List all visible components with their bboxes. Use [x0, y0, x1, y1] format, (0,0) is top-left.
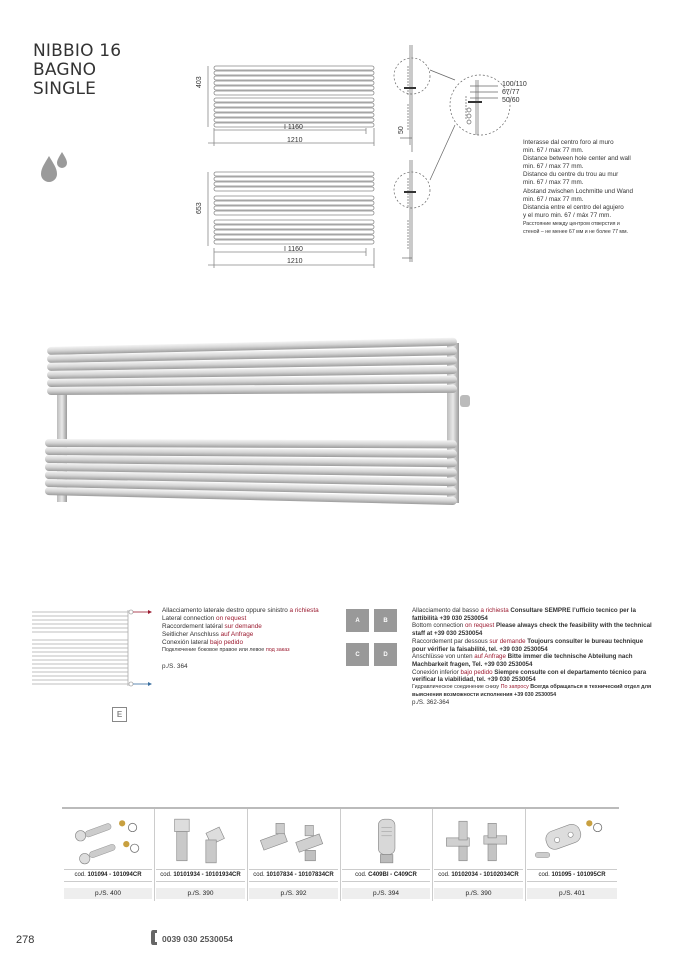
- side-it: Allacciamento laterale destro oppure sinistro: [162, 607, 288, 614]
- accessory-code: [434, 869, 523, 882]
- thermostatic-valve-image: [158, 815, 241, 867]
- bottom-es: Conexión inferior: [412, 668, 459, 676]
- side-es-red: bajo pedido: [209, 638, 244, 646]
- code-prefix: cod.: [355, 872, 367, 878]
- side-de: Seitlicher Anschluss: [162, 630, 219, 638]
- cover-plate-image: [529, 815, 612, 867]
- accessory-cell: [525, 809, 619, 901]
- bottom-outer-width: 1210: [287, 258, 303, 265]
- spec-fr-2: min. 67 / max 77 mm.: [523, 179, 584, 187]
- title-line-2: BAGNO: [33, 60, 97, 80]
- bottom-connection-text: [412, 607, 652, 707]
- bottom-ru: Гидравлическое соединение снизу: [412, 684, 500, 691]
- accessory-code: [249, 869, 338, 882]
- top-outer-width: 1210: [287, 137, 303, 144]
- accessory-code: [156, 869, 245, 882]
- bottom-fr: Raccordement par dessous: [412, 637, 488, 645]
- radiator-product-image: [35, 335, 485, 505]
- spec-ru-1: Расстояние между центром отверстия и: [523, 220, 620, 227]
- spec-de-2: min. 67 / max 77 mm.: [523, 195, 584, 203]
- spec-fr-1: Distance du centre du trou au mur: [523, 171, 619, 179]
- spec-text: [523, 139, 673, 236]
- bottom-inner-width: I 1160: [284, 246, 303, 253]
- side-it-red: a richiesta: [289, 607, 319, 614]
- side-ru-red: под заказ: [265, 646, 290, 653]
- footer-phone: 0039 030 2530054: [162, 934, 233, 944]
- code-value: 10107834 - 10107834CR: [266, 872, 334, 878]
- code-prefix: cod.: [538, 872, 550, 878]
- connection-box-c: C: [346, 643, 369, 666]
- bottom-de-bold: Bitte immer die technische Abteilung nach Machbarkeit fragen, Tel. +39 030 2530054: [412, 653, 633, 668]
- side-connection-box-label: E: [112, 707, 127, 722]
- connection-box-d: D: [374, 643, 397, 666]
- code-prefix: cod.: [253, 872, 265, 878]
- bottom-it-bold: Consultare SEMPRE l’ufficio tecnico per la fattibilità +39 030 2530054: [412, 607, 636, 622]
- accessory-code: [527, 869, 617, 882]
- detail-dim-3: 50/60: [502, 97, 520, 104]
- accessories-table: [62, 807, 619, 901]
- code-value: 101094 - 101094CR: [87, 872, 142, 878]
- side-es: Conexión lateral: [162, 638, 209, 646]
- side-fr: Raccordement latéral: [162, 622, 223, 630]
- title-line-3: SINGLE: [33, 79, 97, 99]
- title-line-1: NIBBIO 16: [33, 41, 122, 61]
- bottom-es-red: bajo pedido: [460, 668, 493, 676]
- accessory-page: p./S. 390: [434, 888, 523, 899]
- spec-en-2: min. 67 / max 77 mm.: [523, 163, 584, 171]
- spec-ru-2: стеной – не менее 67 мм и не более 77 мм.: [523, 229, 629, 236]
- side-fr-red: sur demande: [224, 622, 262, 630]
- accessory-cell: [432, 809, 526, 901]
- valve-kit-image: [66, 815, 149, 867]
- phone-icon: [150, 929, 160, 946]
- thermostatic-head-image: [344, 815, 427, 867]
- top-height-dim: 403: [196, 76, 203, 88]
- side-connection-text: [162, 607, 332, 671]
- accessory-page: p./S. 392: [249, 888, 338, 899]
- bottom-en-red: on request: [464, 622, 495, 630]
- accessory-code: [64, 869, 152, 882]
- bottom-it-red: a richiesta: [480, 607, 509, 614]
- accessory-code: [342, 869, 430, 882]
- code-prefix: cod.: [74, 872, 86, 878]
- side-ru: Подключение боковое правое или левое: [162, 646, 265, 653]
- accessory-page: p./S. 394: [342, 888, 430, 899]
- accessory-page: p./S. 401: [527, 888, 617, 899]
- bottom-ref: p./S. 362-364: [412, 699, 450, 707]
- side-connection-diagram: [30, 606, 155, 696]
- accessory-page: p./S. 390: [156, 888, 245, 899]
- code-value: 10102034 - 10102034CR: [451, 872, 519, 878]
- spec-de-1: Abstand zwischen Lochmitte und Wand: [523, 187, 634, 195]
- code-value: 101095 - 101095CR: [551, 872, 606, 878]
- spec-es-1: Distancia entre el centro del agujero: [523, 203, 624, 211]
- code-prefix: cod.: [160, 872, 172, 878]
- connection-box-b: B: [374, 609, 397, 632]
- detail-dim-1: 100/110: [502, 81, 527, 88]
- bottom-en-bold: Please always check the feasibility with the technical staff at +39 030 2530054: [412, 622, 652, 638]
- detail-dim-bottom: 50: [398, 126, 405, 134]
- connection-box-a: A: [346, 609, 369, 632]
- bottom-de-red: auf Anfrage: [474, 653, 506, 661]
- angle-valve-image: [251, 815, 334, 867]
- bottom-en: Bottom connection: [412, 622, 464, 630]
- water-drops-icon: [38, 150, 70, 186]
- side-en-red: on request: [216, 614, 247, 622]
- top-inner-width: I 1160: [284, 124, 303, 131]
- code-prefix: cod.: [438, 872, 450, 878]
- spec-es-2: y el muro min. 67 / máx 77 mm.: [523, 211, 612, 219]
- accessory-cell: [62, 809, 155, 901]
- spec-it-2: min. 67 / max 77 mm.: [523, 147, 584, 155]
- bottom-ru-bold: Всегда обращаться в технический отдел для выяснения возможности исполнения +39 030 2530054: [412, 684, 652, 698]
- bottom-de: Anschlüsse von unten: [412, 653, 473, 661]
- spec-en-1: Distance between hole center and wall: [523, 155, 631, 163]
- side-en: Lateral connection: [162, 614, 215, 622]
- page-number: 278: [16, 934, 35, 946]
- bottom-fr-bold: Toujours consulter le bureau technique pour vérifier la faisabilité, tel. +39 030 2530054: [412, 637, 644, 653]
- code-value: 10101934 - 10101934CR: [173, 872, 241, 878]
- accessory-cell: [154, 809, 248, 901]
- bottom-es-bold: Siempre consulte con el departamento técnico para verificar la viabilidad, tel. +39 030 2530054: [412, 668, 647, 684]
- side-de-red: auf Anfrage: [220, 630, 254, 638]
- detail-dim-2: 67/77: [502, 89, 520, 96]
- bottom-it: Allacciamento dal basso: [412, 607, 479, 614]
- bottom-height-dim: 653: [196, 202, 203, 214]
- accessory-page: p./S. 400: [64, 888, 152, 899]
- bottom-fr-red: sur demande: [489, 637, 526, 645]
- side-ref: p./S. 364: [162, 663, 188, 671]
- accessory-cell: [340, 809, 433, 901]
- tee-valve-image: [436, 815, 519, 867]
- accessory-cell: [247, 809, 341, 901]
- spec-it-1: Interasse dal centro foro al muro: [523, 139, 614, 146]
- code-value: C409BI - C409CR: [368, 872, 417, 878]
- bottom-ru-red: По запросу: [500, 684, 529, 691]
- detail-drawing: [390, 40, 530, 270]
